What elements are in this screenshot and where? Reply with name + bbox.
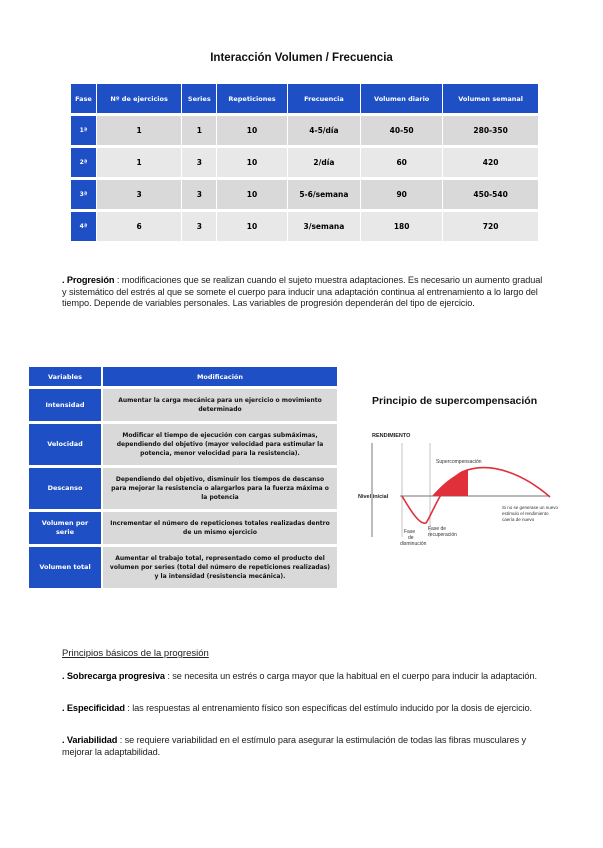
table-cell: 40-50 (361, 113, 443, 145)
phase1-label-3: disminución (400, 541, 427, 547)
phase1-label-1: Fase (404, 529, 416, 535)
table-row (29, 544, 337, 588)
table-row (71, 177, 538, 209)
basic-principles-title: Principios básicos de la progresión (62, 648, 209, 659)
phase-cell: 3ª (71, 177, 97, 209)
modification-cell: Aumentar el trabajo total, representado como el producto del volumen por series (total del número de repeticiones realizadas) y la intensidad (resistencia mecánica). (103, 544, 337, 588)
note-line-1: Si no se generase un nuevo (502, 505, 559, 510)
table-cell: 2/día (288, 145, 361, 177)
supercompensation-title: Principio de supercompensación (372, 395, 538, 407)
table-cell: 6 (97, 209, 182, 241)
modification-cell: Modificar el tiempo de ejecución con cargas submáximas, dependiendo del objetivo (mayor velocidad para estimular la potencia, menor velocidad para la resistencia). (103, 421, 337, 465)
table-cell: 10 (217, 209, 288, 241)
principle-item (62, 703, 544, 715)
volume-frequency-table (71, 84, 538, 241)
principle-text: : se necesita un estrés o carga mayor que la habitual en el cuerpo para inducir la adaptación. (167, 671, 537, 681)
phase-cell: 1ª (71, 113, 97, 145)
principle-text: : se requiere variabilidad en el estímulo para asegurar la estimulación de todas las fibras musculares y mejorar la adaptabilidad. (62, 735, 527, 757)
modification-cell: Dependiendo del objetivo, disminuir los tiempos de descanso para mejorar la resistencia o alargarlos para la fuerza máxima o la potencia (103, 465, 337, 509)
variables-table (29, 367, 337, 588)
table-cell: 420 (443, 145, 538, 177)
header-cell: Nº de ejercicios (97, 84, 182, 113)
header-cell: Volumen semanal (443, 84, 538, 113)
principle-lead: . Sobrecarga progresiva (62, 671, 165, 681)
principle-item (62, 671, 544, 683)
table-cell: 10 (217, 113, 288, 145)
supercompensation-diagram (352, 425, 582, 557)
variable-cell: Volumen por serie (29, 509, 103, 544)
table-cell: 10 (217, 145, 288, 177)
note-line-2: estímulo el rendimiento (502, 511, 549, 516)
table-cell: 5-6/semana (288, 177, 361, 209)
table-cell: 1 (97, 113, 182, 145)
y-axis-label: RENDIMIENTO (372, 433, 411, 439)
variable-cell: Intensidad (29, 386, 103, 421)
table-header-row (71, 84, 538, 113)
note-line-3: caería de nuevo (502, 517, 535, 522)
table-cell: 280-350 (443, 113, 538, 145)
progression-paragraph (62, 275, 544, 310)
table-cell: 3 (182, 145, 217, 177)
principle-lead: . Variabilidad (62, 735, 118, 745)
variable-cell: Descanso (29, 465, 103, 509)
table-cell: 90 (361, 177, 443, 209)
header-cell: Fase (71, 84, 97, 113)
header-cell: Repeticiones (217, 84, 288, 113)
variable-cell: Velocidad (29, 421, 103, 465)
header-cell: Modificación (103, 367, 337, 386)
header-cell: Variables (29, 367, 103, 386)
progression-lead: . Progresión (62, 275, 115, 285)
phase-cell: 2ª (71, 145, 97, 177)
phase2-label-1: Fase de (428, 526, 447, 532)
table-cell: 10 (217, 177, 288, 209)
table-cell: 450-540 (443, 177, 538, 209)
table-row (71, 145, 538, 177)
table-cell: 720 (443, 209, 538, 241)
table-cell: 1 (182, 113, 217, 145)
table-row (71, 209, 538, 241)
principle-text: : las respuestas al entrenamiento físico son específicas del estímulo inducido por la dosis de ejercicio. (127, 703, 532, 713)
table-row (29, 386, 337, 421)
principle-lead: . Especificidad (62, 703, 125, 713)
page-title: Interacción Volumen / Frecuencia (210, 52, 393, 64)
progression-text: : modificaciones que se realizan cuando el sujeto muestra adaptaciones. Es necesario un aumento gradual y sistemático del estrés al que se somete el cuerpo para inducir una adaptación continua al entrenamiento a lo largo del tiempo. Depende de variables personales. Las variables de progresión dependerán del tipo de ejercicio. (62, 275, 543, 309)
phase2-label-2: recuperación (428, 532, 457, 538)
header-cell: Volumen diario (361, 84, 443, 113)
table-row (29, 509, 337, 544)
table-row (71, 113, 538, 145)
table-cell: 3 (182, 177, 217, 209)
variable-cell: Volumen total (29, 544, 103, 588)
table-cell: 60 (361, 145, 443, 177)
table-cell: 4-5/día (288, 113, 361, 145)
table-row (29, 421, 337, 465)
principle-item (62, 735, 544, 758)
phase-cell: 4ª (71, 209, 97, 241)
table-cell: 180 (361, 209, 443, 241)
table-row (29, 465, 337, 509)
phase1-label-2: de (408, 535, 414, 541)
modification-cell: Aumentar la carga mecánica para un ejercicio o movimiento determinado (103, 386, 337, 421)
modification-cell: Incrementar el número de repeticiones totales realizadas dentro de un mismo ejercicio (103, 509, 337, 544)
header-cell: Series (182, 84, 217, 113)
peak-label: Supercompensación (436, 459, 482, 465)
header-cell: Frecuencia (288, 84, 361, 113)
table-cell: 3 (97, 177, 182, 209)
table-header-row (29, 367, 337, 386)
baseline-label: Nivel inicial (358, 494, 389, 500)
table-cell: 1 (97, 145, 182, 177)
table-cell: 3 (182, 209, 217, 241)
table-cell: 3/semana (288, 209, 361, 241)
